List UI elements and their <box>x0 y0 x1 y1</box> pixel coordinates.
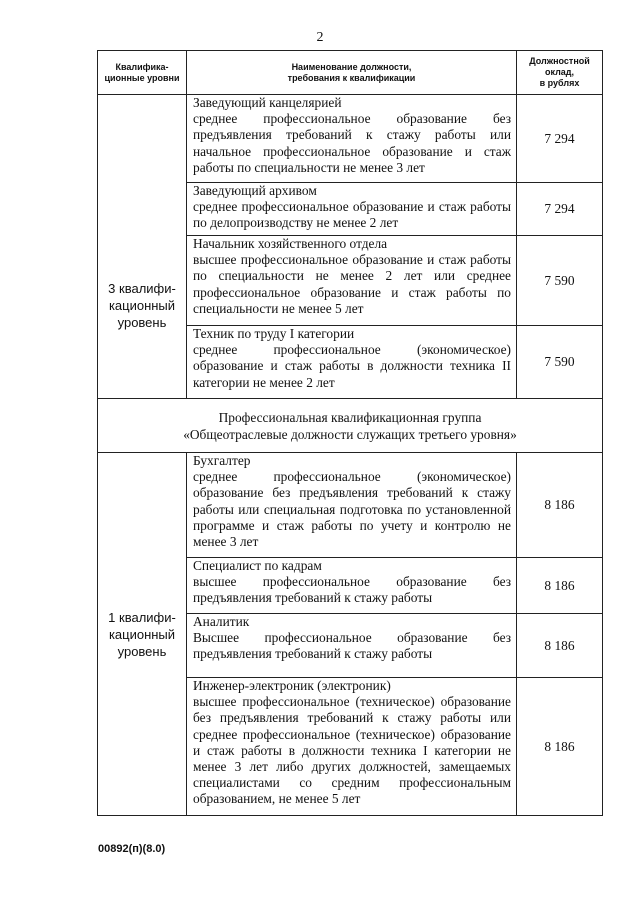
position-cell <box>187 558 517 614</box>
group-title: Профессиональная квалификационная группа «Общеотраслевые должности служащих третьего уровня» <box>98 399 603 453</box>
salary-cell: 8 186 <box>517 678 603 816</box>
salary-cell: 7 590 <box>517 236 603 326</box>
position-title: Аналитик <box>193 614 250 629</box>
group-title-row <box>98 399 603 453</box>
position-cell <box>187 453 517 558</box>
salary-cell: 7 294 <box>517 183 603 236</box>
position-requirements: высшее профессиональное образование без предъявления требований к стажу работы <box>193 574 511 606</box>
position-requirements: среднее профессиональное образование и стаж работы по делопроизводству не менее 2 лет <box>193 199 511 231</box>
position-title: Заведующий канцелярией <box>193 95 342 110</box>
position-title: Бухгалтер <box>193 453 251 468</box>
position-cell <box>187 678 517 816</box>
position-title: Заведующий архивом <box>193 183 317 198</box>
salary-cell: 8 186 <box>517 614 603 678</box>
position-title: Начальник хозяйственного отдела <box>193 236 388 251</box>
position-requirements: высшее профессиональное (техническое) образование без предъявления требований к стажу работы или среднее профессиональное (техническое) образование и стаж работы в должности техника I категории не менее 3 лет либо других должностей, замещаемых специалистами со средним профессиональным образованием, не менее 5 лет <box>193 694 511 807</box>
position-cell <box>187 236 517 326</box>
level3-cell <box>98 95 187 399</box>
level3-label: 3 квалифи- кационный уровень <box>108 281 176 330</box>
position-requirements: Высшее профессиональное образование без предъявления требований к стажу работы <box>193 630 511 662</box>
position-cell <box>187 183 517 236</box>
table-row <box>98 453 603 558</box>
level1-cell: 1 квалифи- кационный уровень <box>98 453 187 816</box>
page-number: 2 <box>316 30 324 45</box>
salary-cell: 7 590 <box>517 326 603 399</box>
position-cell <box>187 326 517 399</box>
salary-cell: 7 294 <box>517 95 603 183</box>
position-cell <box>187 614 517 678</box>
salary-cell: 8 186 <box>517 558 603 614</box>
header-salary: Должностной оклад, в рублях <box>517 51 603 95</box>
header-position-requirements: Наименование должности, требования к квалификации <box>187 51 517 95</box>
table-header-row <box>98 51 603 95</box>
position-requirements: среднее профессиональное (экономическое) образование без предъявления требований к стажу работы или специальная подготовка по установленной программе и стаж работы по учету и контролю не менее 3 лет <box>193 469 511 550</box>
qualification-table <box>97 50 603 816</box>
document-code: 00892(п)(8.0) <box>98 843 166 855</box>
position-cell <box>187 95 517 183</box>
position-requirements: высшее профессиональное образование и стаж работы по специальности не менее 2 лет или среднее профессиональное образование и стаж работы по специальности не менее 5 лет <box>193 252 511 316</box>
salary-cell: 8 186 <box>517 453 603 558</box>
position-requirements: среднее профессиональное (экономическое) образование и стаж работы в должности техника II категории не менее 2 лет <box>193 342 511 390</box>
position-requirements: среднее профессиональное образование без предъявления требований к стажу работы или начальное профессиональное образование и стаж работы по специальности не менее 3 лет <box>193 111 511 175</box>
position-title: Техник по труду I категории <box>193 326 355 341</box>
position-title: Инженер-электроник (электроник) <box>193 678 391 693</box>
header-qualification-levels: Квалифика- ционные уровни <box>98 51 187 95</box>
table-row <box>98 95 603 183</box>
position-title: Специалист по кадрам <box>193 558 322 573</box>
